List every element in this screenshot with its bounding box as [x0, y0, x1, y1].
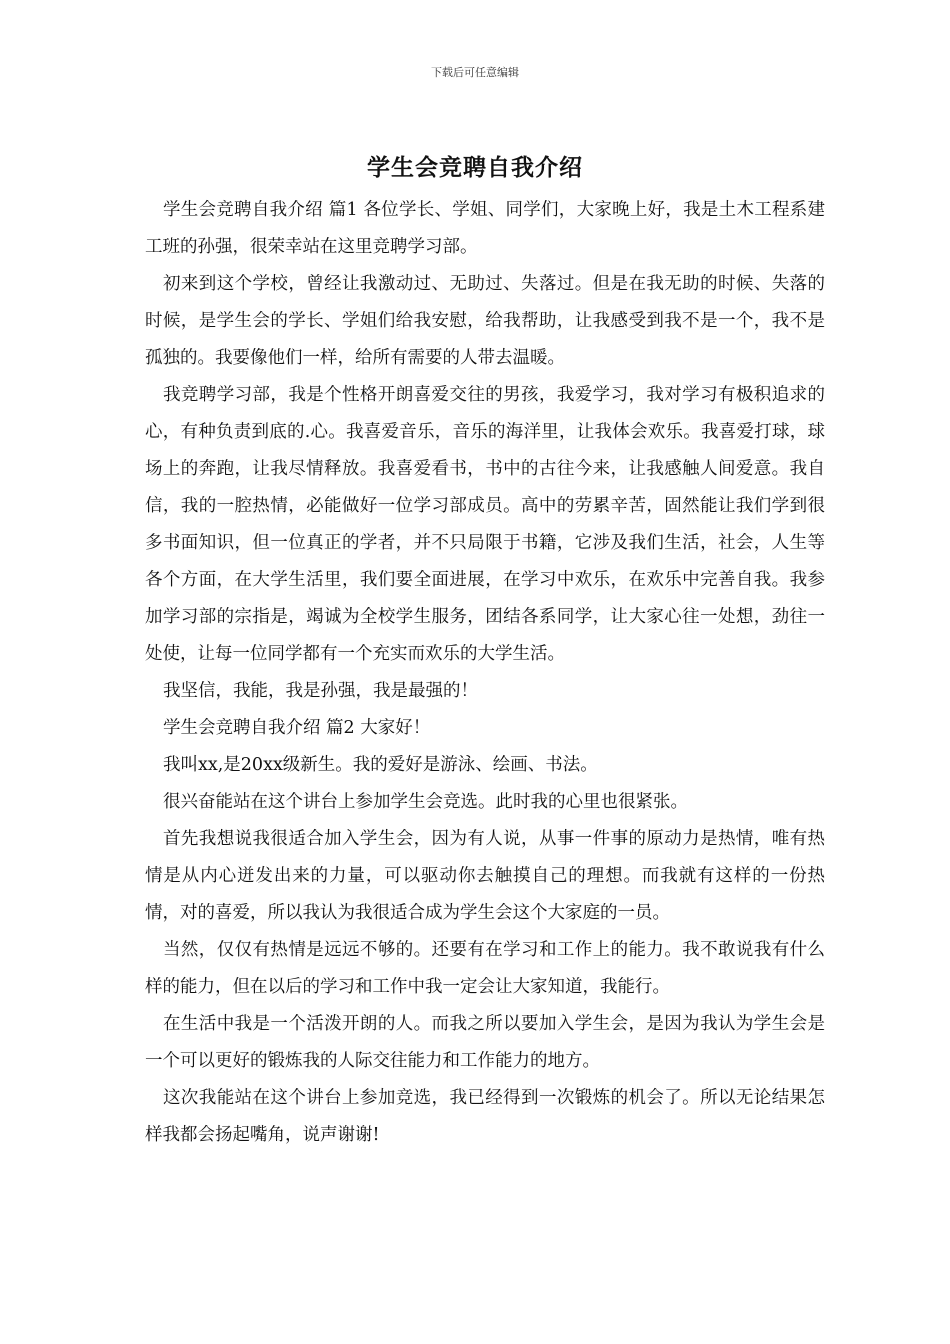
- paragraph-2: 初来到这个学校，曾经让我激动过、无助过、失落过。但是在我无助的时候、失落的时候，是学生会的学长、学姐们给我安慰，给我帮助，让我感受到我不是一个，我不是孤独的。我要像他们一样，给所有需要的人带去温暖。: [145, 274, 825, 368]
- paragraph-8: 首先我想说我很适合加入学生会，因为有人说，从事一件事的原动力是热情，唯有热情是从内心迸发出来的力量，可以驱动你去触摸自己的理想。而我就有这样的一份热情，对的喜爱，所以我认为我很适合成为学生会这个大家庭的一员。: [145, 829, 825, 923]
- paragraph-7: 很兴奋能站在这个讲台上参加学生会竞选。此时我的心里也很紧张。: [163, 792, 688, 812]
- document-body: [145, 192, 825, 1154]
- document-title: 学生会竞聘自我介绍: [367, 154, 583, 181]
- page-header-note: 下载后可任意编辑: [431, 66, 519, 79]
- paragraph-11: 这次我能站在这个讲台上参加竞选，我已经得到一次锻炼的机会了。所以无论结果怎样我都会扬起嘴角，说声谢谢!: [145, 1088, 825, 1145]
- paragraph-10: 在生活中我是一个活泼开朗的人。而我之所以要加入学生会，是因为我认为学生会是一个可以更好的锻炼我的人际交往能力和工作能力的地方。: [145, 1014, 825, 1071]
- paragraph-4: 我坚信，我能，我是孙强，我是最强的！: [163, 681, 478, 701]
- paragraph-3: 我竞聘学习部，我是个性格开朗喜爱交往的男孩，我爱学习，我对学习有极积追求的心，有种负责到底的.心。我喜爱音乐，音乐的海洋里，让我体会欢乐。我喜爱打球，球场上的奔跑，让我尽情释放。我喜爱看书，书中的古往今来，让我感触人间爱意。我自信，我的一腔热情，必能做好一位学习部成员。高中的劳累辛苦，固然能让我们学到很多书面知识，但一位真正的学者，并不只局限于书籍，它涉及我们生活，社会，人生等各个方面，在大学生活里，我们要全面进展，在学习中欢乐，在欢乐中完善自我。我参加学习部的宗指是，竭诚为全校学生服务，团结各系同学，让大家心往一处想，劲往一处使，让每一位同学都有一个充实而欢乐的大学生活。: [145, 385, 825, 664]
- paragraph-6: 我叫xx,是20xx级新生。我的爱好是游泳、绘画、书法。: [163, 755, 598, 775]
- paragraph-1: 学生会竞聘自我介绍 篇1 各位学长、学姐、同学们，大家晚上好，我是土木工程系建工班的孙强，很荣幸站在这里竞聘学习部。: [145, 200, 825, 257]
- paragraph-5: 学生会竞聘自我介绍 篇2 大家好！: [163, 718, 431, 738]
- paragraph-9: 当然，仅仅有热情是远远不够的。还要有在学习和工作上的能力。我不敢说我有什么样的能力，但在以后的学习和工作中我一定会让大家知道，我能行。: [145, 940, 825, 997]
